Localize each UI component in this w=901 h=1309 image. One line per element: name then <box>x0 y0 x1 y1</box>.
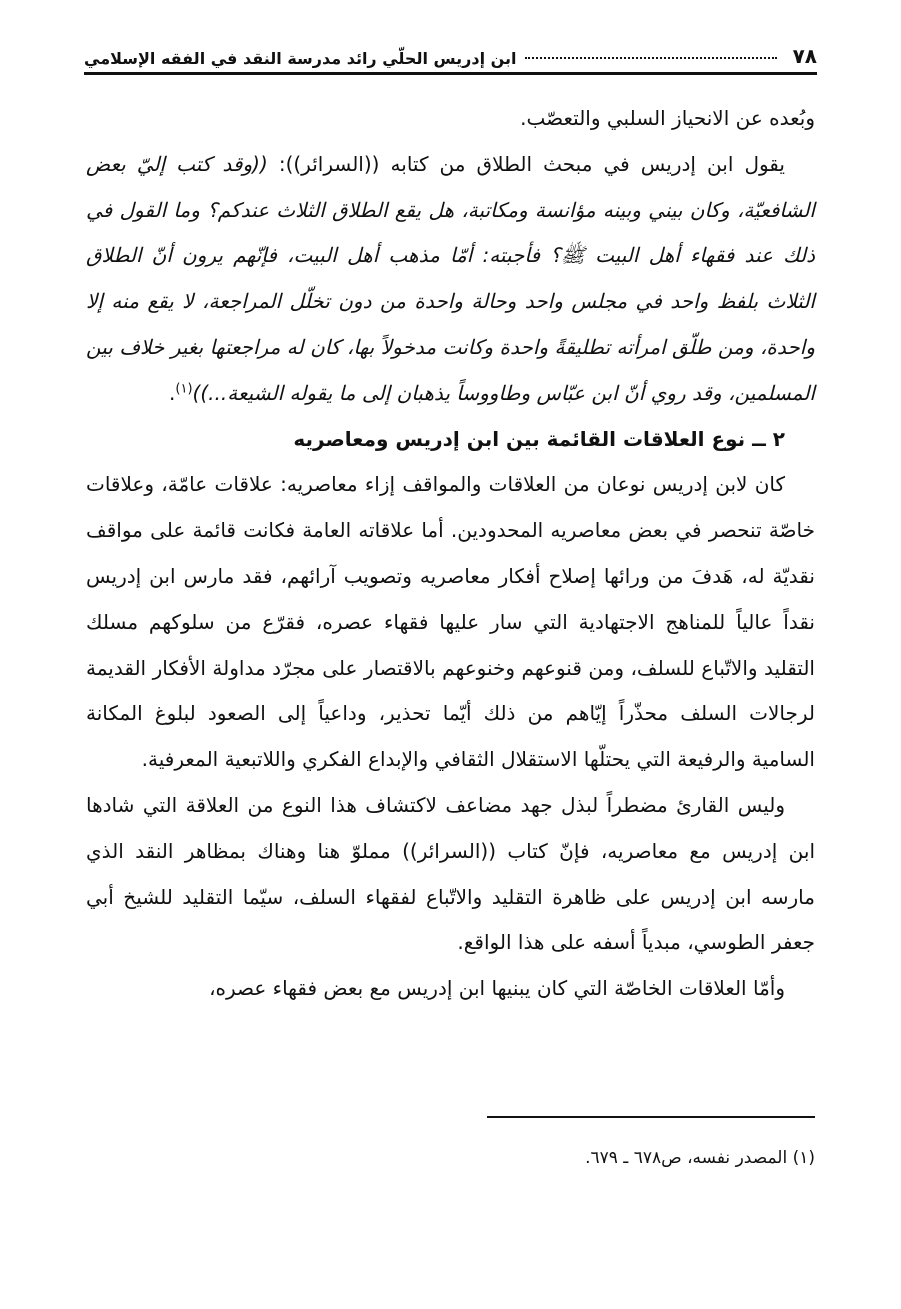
quote-intro: يقول ابن إدريس في مبحث الطلاق من كتابه ((السرائر)): <box>267 151 785 176</box>
footnote: (١) المصدر نفسه، ص٦٧٨ ـ ٦٧٩. <box>585 1148 815 1168</box>
quoted-passage: ((وقد كتب إليّ بعض الشافعيّة، وكان بيني وبينه مؤانسة ومكاتبة، هل يقع الطلاق الثلاث عندكم؟ وما القول في ذلك عند فقهاء أهل البيت ﷺ؟ فأجبته: أمّا مذهب أهل البيت، فإنّهم يرون أنّ الطلاق الثلاث بلفظ واحد في مجلس واحد وحالة واحدة من دون تخلّل المراجعة، لا يقع منه إلا واحدة، ومن طلّق امرأته تطليقةً واحدة وكانت مدخولاً بها، كان له مراجعتها بغير خلاف بين المسلمين، وقد روي أنّ ابن عبّاس وطاووساً يذهبان إلى ما يقوله الشيعة...)) <box>86 151 815 405</box>
paragraph-2 <box>86 142 815 417</box>
paragraph-2-end: . <box>169 380 176 405</box>
paragraph-5: وأمّا العلاقات الخاصّة التي كان يبنيها ابن إدريس مع بعض فقهاء عصره، <box>209 976 785 1001</box>
header-leader-dots <box>525 57 777 59</box>
paragraph-1: وبُعده عن الانحياز السلبي والتعصّب. <box>520 106 815 130</box>
section-heading: ٢ ــ نوع العلاقات القائمة بين ابن إدريس ومعاصريه <box>293 426 785 451</box>
footnote-reference: (١) <box>175 381 193 397</box>
running-title: ابن إدريس الحلّي رائد مدرسة النقد في الفقه الإسلامي <box>84 49 517 68</box>
page-number: ٧٨ <box>792 44 817 68</box>
main-text <box>86 96 815 1012</box>
running-header <box>84 30 817 68</box>
paragraph-4: وليس القارئ مضطراً لبذل جهد مضاعف لاكتشاف هذا النوع من العلاقة التي شادها ابن إدريس مع معاصريه، فإنّ كتاب ((السرائر)) مملوّ هنا وهناك بمظاهر النقد الذي مارسه ابن إدريس على ظاهرة التقليد والاتّباع لفقهاء السلف، سيّما التقليد للشيخ أبي جعفر الطوسي، مبدياً أسفه على هذا الواقع. <box>86 792 815 955</box>
header-rule <box>84 72 817 75</box>
paragraph-3: كان لابن إدريس نوعان من العلاقات والمواقف إزاء معاصريه: علاقات عامّة، وعلاقات خاصّة تنحصر في بعض معاصريه المحدودين. أما علاقاته العامة فكانت قائمة على مواقف نقديّة له، هَدفَ من ورائها إصلاح أفكار معاصريه وتصويب آرائهم، فقد مارس ابن إدريس نقداً عالياً للمناهج الاجتهادية التي سار عليها فقهاء عصره، فقرّع من سلوكهم مسلك التقليد والاتّباع للسلف، ومن قنوعهم وخنوعهم بالاقتصار على مجرّد مداولة الأفكار القديمة لرجالات السلف محذّراً إيّاهم من ذلك أيّما تحذير، وداعياً إلى الصعود لبلوغ المكانة السامية والرفيعة التي يحتلّها الاستقلال الثقافي والإبداع الفكري واللاتبعية المعرفية. <box>86 472 815 772</box>
footnote-rule <box>487 1116 815 1118</box>
